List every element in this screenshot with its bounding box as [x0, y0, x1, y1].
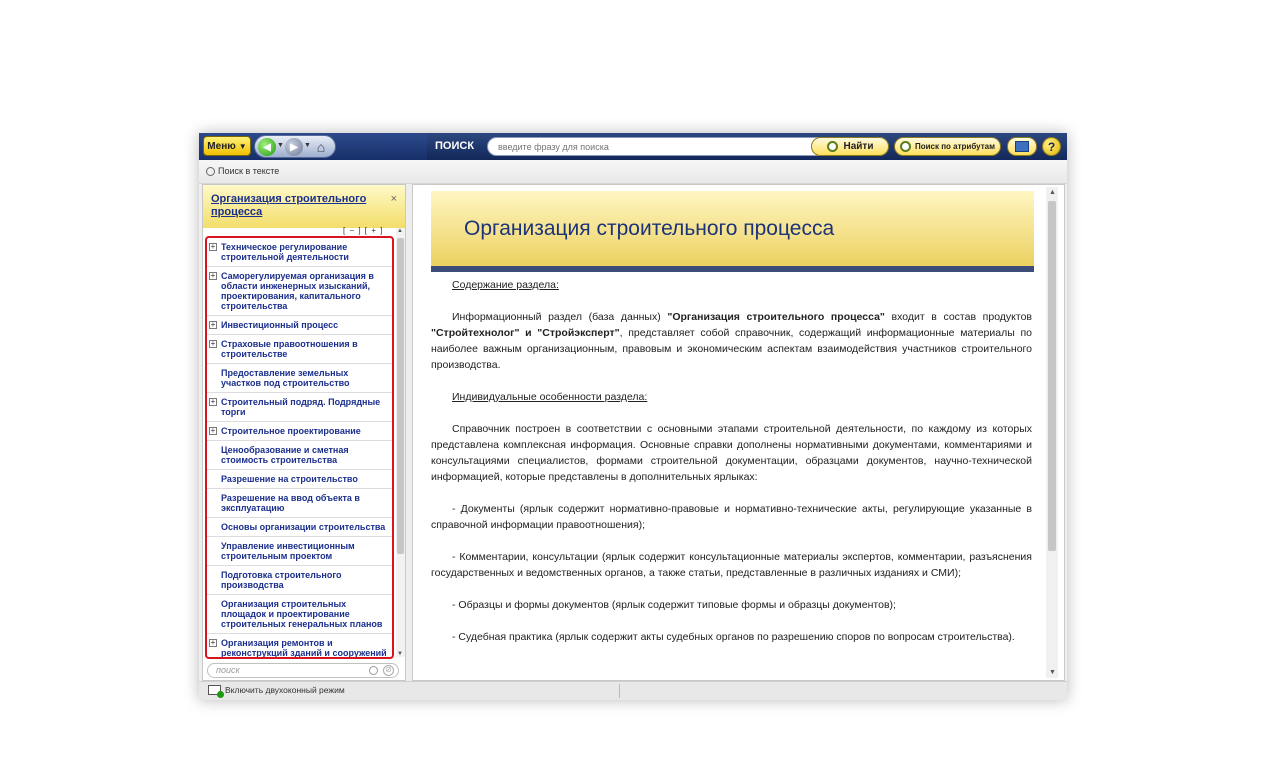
- tree-item-label: Разрешение на строительство: [221, 474, 358, 484]
- banner-divider: [431, 266, 1034, 272]
- find-label: Найти: [843, 141, 874, 152]
- panel-title-link[interactable]: Организация строительного процесса: [211, 193, 367, 218]
- tree-item-label: Разрешение на ввод объекта в эксплуатацию: [221, 493, 360, 513]
- status-bar: [199, 681, 1067, 700]
- section-heading-contents: Содержание раздела:: [452, 279, 559, 291]
- tree-item-label: Техническое регулирование строительной деятельности: [221, 242, 349, 262]
- forward-arrow-icon[interactable]: ▶: [285, 138, 303, 156]
- two-window-mode-button[interactable]: [208, 685, 345, 695]
- intro-paragraph: Информационный раздел (база данных) "Организация строительного процесса" входит в состав продуктов "Стройтехнолог" и "Стройэксперт", представляет собой справочник, содержащий информационные материалы по наиболее важным организационным, правовым и экономическим аспектам взаимодействия участников строительного производства.: [431, 311, 1033, 371]
- search-icon[interactable]: [369, 666, 378, 675]
- expand-plus-icon[interactable]: +: [210, 320, 216, 329]
- chevron-down-icon: ▼: [238, 141, 247, 151]
- find-button[interactable]: [811, 137, 889, 156]
- tree-item[interactable]: [207, 595, 392, 634]
- home-icon[interactable]: ⌂: [316, 139, 326, 155]
- panel-header: [203, 185, 405, 228]
- close-icon[interactable]: ×: [390, 193, 397, 205]
- paragraph: - Судебная практика (ярлык содержит акты судебных органов по разрешению споров по вопросам строительства).: [452, 631, 1015, 643]
- tree-item[interactable]: [207, 335, 392, 364]
- tree-item[interactable]: [207, 634, 392, 659]
- search-icon: [206, 167, 215, 176]
- document-title: Организация строительного процесса: [464, 217, 835, 240]
- document-body: [431, 277, 1032, 645]
- scroll-down-icon[interactable]: ▼: [1049, 669, 1056, 676]
- menu-button[interactable]: [203, 136, 251, 156]
- back-arrow-icon[interactable]: ◀: [258, 138, 276, 156]
- tree-item-label: Основы организации строительства: [221, 522, 386, 532]
- clear-icon[interactable]: ⊘: [383, 665, 394, 676]
- calendar-button[interactable]: [1007, 137, 1037, 156]
- search-in-text-button[interactable]: [206, 166, 279, 176]
- tree-item-label: Подготовка строительного производства: [221, 570, 342, 590]
- navigation-group: [254, 135, 336, 158]
- status-divider: [619, 684, 620, 698]
- panel-search-placeholder: поиск: [216, 665, 240, 675]
- paragraph: - Комментарии, консультации (ярлык содержит консультационные материалы экспертов, комментарии, разъяснения государственных и ведомственных органов, а также статьи, представленные в различных изданиях и СМИ);: [431, 551, 1032, 579]
- tree-item[interactable]: [207, 422, 392, 441]
- expand-plus-icon[interactable]: +: [210, 242, 216, 251]
- search-icon: [827, 141, 838, 152]
- document-scrollbar[interactable]: [1046, 187, 1058, 678]
- tree-scrollbar[interactable]: [396, 228, 405, 657]
- document-view: [412, 184, 1065, 681]
- tree-item[interactable]: [207, 267, 392, 316]
- tree-item-label: Ценообразование и сметная стоимость строительства: [221, 445, 349, 465]
- expand-plus-icon[interactable]: +: [210, 271, 216, 280]
- paragraph: - Образцы и формы документов (ярлык содержит типовые формы и образцы документов);: [452, 599, 896, 611]
- scroll-down-icon[interactable]: ▼: [397, 651, 403, 657]
- two-window-mode-label: Включить двухоконный режим: [225, 685, 345, 695]
- tree-item[interactable]: [207, 393, 392, 422]
- attribute-search-icon: [900, 141, 911, 152]
- menu-label: Меню: [207, 140, 236, 152]
- tree-item[interactable]: [207, 470, 392, 489]
- tree-item-label: Управление инвестиционным строительным проектом: [221, 541, 355, 561]
- secondary-toolbar: [199, 160, 1067, 184]
- paragraph: - Документы (ярлык содержит нормативно-правовые и нормативно-технические акты, регулирующие указанные в справочной информации правоотношения);: [431, 503, 1032, 531]
- help-button[interactable]: ?: [1042, 137, 1061, 156]
- panel-search-input[interactable]: [207, 663, 399, 678]
- two-window-icon: [208, 685, 221, 695]
- scroll-up-icon[interactable]: ▲: [397, 228, 403, 234]
- document-banner: [431, 191, 1034, 266]
- tree-item-label: Страховые правоотношения в строительстве: [221, 339, 358, 359]
- tree-item[interactable]: [207, 489, 392, 518]
- navigation-panel: [202, 184, 406, 681]
- expand-plus-icon[interactable]: +: [210, 397, 216, 406]
- tree-item-label: Организация строительных площадок и проектирование строительных генеральных планов: [221, 599, 383, 629]
- collapse-all-button[interactable]: [ − ]: [343, 226, 362, 235]
- section-heading-features: Индивидуальные особенности раздела:: [452, 391, 648, 403]
- tree-item-label: Строительный подряд. Подрядные торги: [221, 397, 381, 417]
- app-window: [199, 133, 1067, 700]
- back-history-chevron-icon[interactable]: ▼: [277, 142, 284, 149]
- tree-item-label: Саморегулируемая организация в области инженерных изысканий, проектирования, капитального строительства: [221, 271, 374, 311]
- tree-item[interactable]: [207, 537, 392, 566]
- attribute-search-button[interactable]: [894, 137, 1001, 156]
- tree-item[interactable]: [207, 364, 392, 393]
- tree-item-label: Предоставление земельных участков под строительство: [221, 368, 350, 388]
- scroll-up-icon[interactable]: ▲: [1049, 189, 1056, 196]
- scrollbar-thumb[interactable]: [1048, 201, 1056, 551]
- expand-all-button[interactable]: [ + ]: [364, 226, 384, 235]
- calendar-icon: [1015, 141, 1029, 152]
- search-in-text-label: Поиск в тексте: [218, 166, 280, 176]
- expand-plus-icon[interactable]: +: [210, 426, 216, 435]
- tree-item[interactable]: [207, 238, 392, 267]
- tree-item[interactable]: [207, 316, 392, 335]
- tree-item[interactable]: [207, 441, 392, 470]
- tree-item[interactable]: [207, 518, 392, 537]
- forward-history-chevron-icon[interactable]: ▼: [304, 142, 311, 149]
- paragraph: Справочник построен в соответствии с основными этапами строительной деятельности, по каждому из которых представлена комплексная информация. Основные справки дополнены нормативными документами, комментариями и консультациями специалистов, формами строительной документации, образцами документов, научно-технической информацией, которые представлены в дополнительных ярлыках:: [431, 423, 1032, 483]
- expand-plus-icon[interactable]: +: [210, 339, 216, 348]
- tree-item-label: Строительное проектирование: [221, 426, 361, 436]
- tree-item-label: Организация ремонтов и реконструкций зданий и сооружений: [221, 638, 387, 658]
- tree-item[interactable]: [207, 566, 392, 595]
- section-tree: [205, 236, 394, 659]
- tree-item-label: Инвестиционный процесс: [221, 320, 339, 330]
- scrollbar-thumb[interactable]: [397, 238, 404, 554]
- search-label: ПОИСК: [435, 140, 475, 152]
- tree-expand-controls: [343, 226, 383, 235]
- expand-plus-icon[interactable]: +: [210, 638, 216, 647]
- attribute-search-label: Поиск по атрибутам: [914, 142, 995, 151]
- main-toolbar: [199, 133, 1067, 160]
